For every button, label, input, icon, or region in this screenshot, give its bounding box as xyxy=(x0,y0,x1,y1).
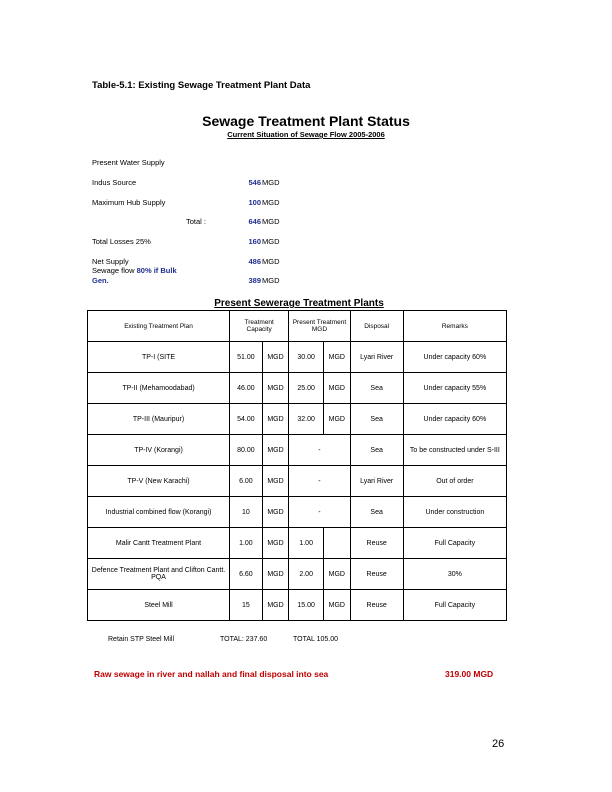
cell-present-unit: MGD xyxy=(324,404,351,435)
cell-capacity-unit: MGD xyxy=(262,342,289,373)
cell-remarks: Full Capacity xyxy=(403,590,506,621)
page-title: Sewage Treatment Plant Status xyxy=(202,113,410,129)
header-present: Present Treatment MGD xyxy=(289,311,350,342)
table-row xyxy=(88,404,507,435)
table-caption: Table-5.1: Existing Sewage Treatment Plant Data xyxy=(92,80,311,91)
cell-capacity-unit: MGD xyxy=(262,373,289,404)
unit-label: MGD xyxy=(262,217,280,226)
cell-remarks: Under capacity 60% xyxy=(403,404,506,435)
cell-plant-name: Malir Cantt Treatment Plant xyxy=(88,528,230,559)
cell-remarks: To be constructed under S-III xyxy=(403,435,506,466)
table-row xyxy=(88,590,507,621)
table-row xyxy=(88,435,507,466)
table-row xyxy=(88,559,507,590)
cell-present: 1.00 xyxy=(289,528,324,559)
retain-label: Retain STP Steel Mill xyxy=(108,636,175,643)
cell-capacity: 1.00 xyxy=(230,528,263,559)
max-hub-value: 100 xyxy=(248,198,261,207)
indus-source-label: Indus Source xyxy=(92,178,137,187)
cell-remarks: Full Capacity xyxy=(403,528,506,559)
cell-present-unit: MGD xyxy=(324,342,351,373)
cell-capacity: 46.00 xyxy=(230,373,263,404)
header-disposal: Disposal xyxy=(350,311,403,342)
cell-capacity-unit: MGD xyxy=(262,590,289,621)
cell-disposal: Lyari River xyxy=(350,342,403,373)
cell-plant-name: Steel Mill xyxy=(88,590,230,621)
cell-present: 2.00 xyxy=(289,559,324,590)
raw-sewage-label: Raw sewage in river and nallah and final disposal into sea xyxy=(94,669,329,679)
net-supply-label: Net Supply xyxy=(92,257,129,266)
unit-label: MGD xyxy=(262,257,280,266)
cell-disposal: Sea xyxy=(350,373,403,404)
cell-plant-name: TP-I (SITE xyxy=(88,342,230,373)
cell-remarks: Out of order xyxy=(403,466,506,497)
cell-plant-name: TP-IV (Korangi) xyxy=(88,435,230,466)
total-present: TOTAL 105.00 xyxy=(293,636,339,643)
cell-disposal: Reuse xyxy=(350,590,403,621)
cell-present-unit: MGD xyxy=(324,373,351,404)
cell-present: 25.00 xyxy=(289,373,324,404)
sewage-flow-label xyxy=(92,266,177,275)
cell-present: - xyxy=(289,435,350,466)
cell-remarks: Under capacity 60% xyxy=(403,342,506,373)
cell-capacity-unit: MGD xyxy=(262,466,289,497)
cell-capacity: 15 xyxy=(230,590,263,621)
present-water-supply-label: Present Water Supply xyxy=(92,158,165,167)
cell-capacity: 6.60 xyxy=(230,559,263,590)
cell-remarks: Under construction xyxy=(403,497,506,528)
cell-capacity: 6.00 xyxy=(230,466,263,497)
cell-capacity-unit: MGD xyxy=(262,528,289,559)
cell-disposal: Reuse xyxy=(350,528,403,559)
sewage-flow-label-line2: Gen. xyxy=(92,276,109,285)
losses-label: Total Losses 25% xyxy=(92,237,151,246)
cell-capacity: 10 xyxy=(230,497,263,528)
total-capacity: TOTAL: 237.60 xyxy=(220,636,268,643)
cell-capacity-unit: MGD xyxy=(262,435,289,466)
cell-present: 15.00 xyxy=(289,590,324,621)
table-row xyxy=(88,373,507,404)
cell-capacity-unit: MGD xyxy=(262,404,289,435)
page-subtitle: Current Situation of Sewage Flow 2005-2006 xyxy=(227,130,385,139)
header-capacity: Treatment Capacity xyxy=(230,311,289,342)
cell-capacity: 54.00 xyxy=(230,404,263,435)
table-header-row xyxy=(88,311,507,342)
table-row xyxy=(88,466,507,497)
losses-value: 160 xyxy=(248,237,261,246)
unit-label: MGD xyxy=(262,276,280,285)
sewage-flow-prefix: Sewage flow xyxy=(92,266,135,275)
total-value: 646 xyxy=(248,217,261,226)
header-plant: Existing Treatment Plan xyxy=(88,311,230,342)
total-label: Total : xyxy=(186,217,207,226)
raw-sewage-value: 319.00 MGD xyxy=(445,669,494,679)
cell-present-unit xyxy=(324,528,351,559)
cell-present: - xyxy=(289,466,350,497)
cell-present: - xyxy=(289,497,350,528)
net-supply-value: 486 xyxy=(248,257,261,266)
max-hub-label: Maximum Hub Supply xyxy=(92,198,166,207)
sewage-flow-highlight: 80% if Bulk xyxy=(136,266,177,275)
cell-disposal: Reuse xyxy=(350,559,403,590)
page-number: 26 xyxy=(492,738,505,750)
table-row xyxy=(88,342,507,373)
unit-label: MGD xyxy=(262,178,280,187)
cell-disposal: Sea xyxy=(350,497,403,528)
cell-plant-name: TP-II (Mehamoodabad) xyxy=(88,373,230,404)
cell-plant-name: Industrial combined flow (Korangi) xyxy=(88,497,230,528)
cell-capacity: 51.00 xyxy=(230,342,263,373)
header-remarks: Remarks xyxy=(403,311,506,342)
unit-label: MGD xyxy=(262,237,280,246)
cell-plant-name: TP-III (Mauripur) xyxy=(88,404,230,435)
table-row xyxy=(88,528,507,559)
cell-disposal: Sea xyxy=(350,435,403,466)
indus-source-value: 546 xyxy=(248,178,261,187)
cell-present-unit: MGD xyxy=(324,559,351,590)
cell-plant-name: TP-V (New Karachi) xyxy=(88,466,230,497)
treatment-plants-table xyxy=(87,310,507,621)
cell-disposal: Sea xyxy=(350,404,403,435)
cell-remarks: 30% xyxy=(403,559,506,590)
table-row xyxy=(88,497,507,528)
sewage-flow-value: 389 xyxy=(248,276,261,285)
cell-present-unit: MGD xyxy=(324,590,351,621)
cell-present: 32.00 xyxy=(289,404,324,435)
cell-plant-name: Defence Treatment Plant and Clifton Cantt. PQA xyxy=(88,559,230,590)
plants-section-title: Present Sewerage Treatment Plants xyxy=(214,298,384,309)
cell-disposal: Lyari River xyxy=(350,466,403,497)
table-body xyxy=(88,342,507,621)
cell-capacity: 80.00 xyxy=(230,435,263,466)
cell-present: 30.00 xyxy=(289,342,324,373)
cell-capacity-unit: MGD xyxy=(262,497,289,528)
cell-capacity-unit: MGD xyxy=(262,559,289,590)
cell-remarks: Under capacity 55% xyxy=(403,373,506,404)
unit-label: MGD xyxy=(262,198,280,207)
